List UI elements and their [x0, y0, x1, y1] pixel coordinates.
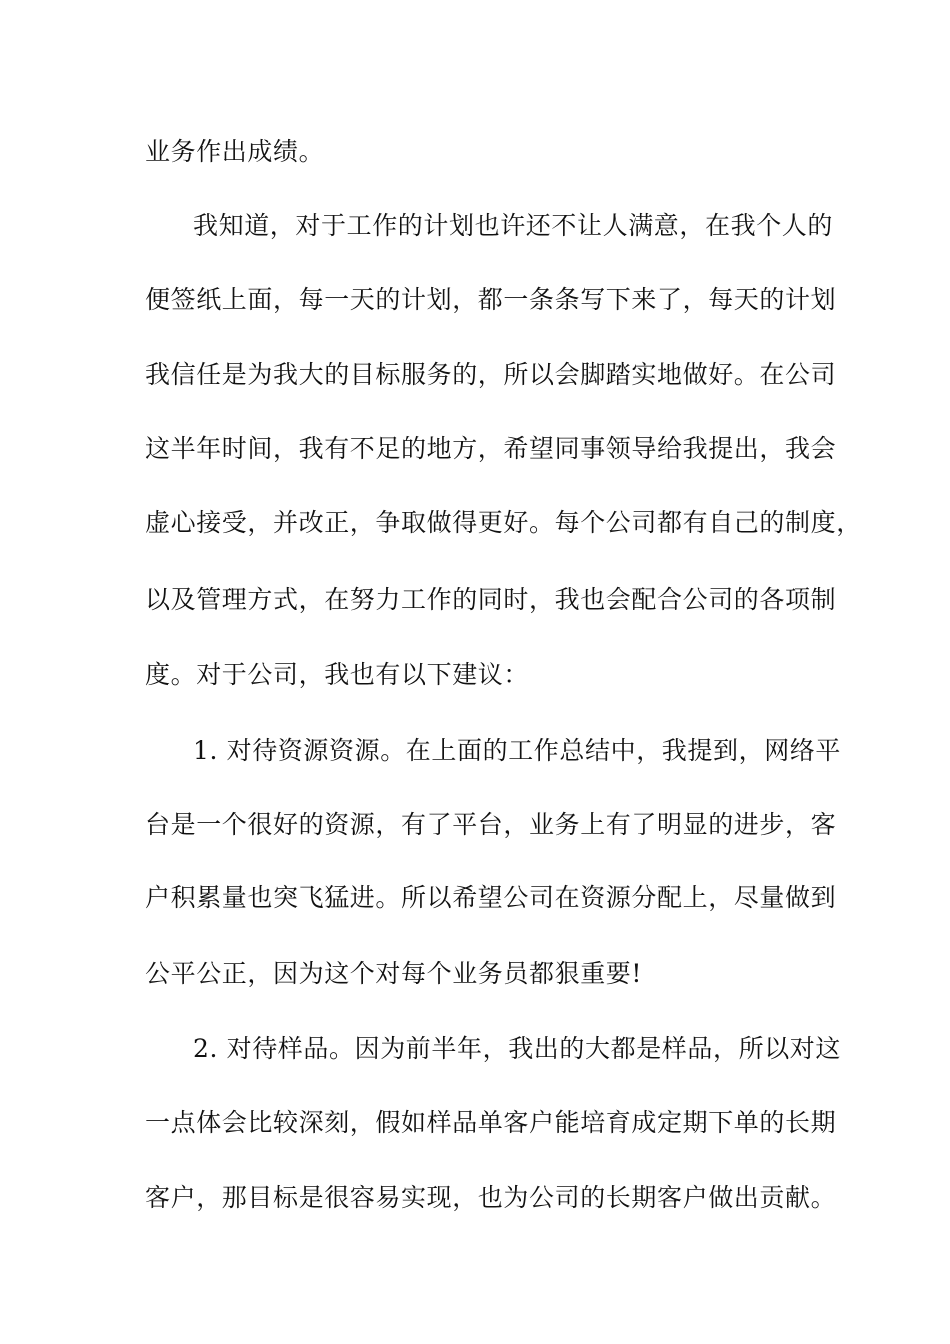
- text-line-9: 1. 对待资源资源。在上面的工作总结中，我提到，网络平: [193, 736, 842, 765]
- text-line-6: 虚心接受，并改正，争取做得更好。每个公司都有自己的制度，: [145, 508, 862, 537]
- text-line-13: 2. 对待样品。因为前半年，我出的大都是样品，所以对这: [193, 1034, 842, 1063]
- text-line-5: 这半年时间，我有不足的地方，希望同事领导给我提出，我会: [145, 434, 837, 463]
- text-line-7: 以及管理方式，在努力工作的同时，我也会配合公司的各项制: [145, 585, 837, 614]
- text-line-1: 业务作出成绩。: [145, 137, 325, 166]
- text-line-8: 度。对于公司，我也有以下建议：: [145, 660, 530, 689]
- text-line-14: 一点体会比较深刻，假如样品单客户能培育成定期下单的长期: [145, 1108, 837, 1137]
- text-line-11: 户积累量也突飞猛进。所以希望公司在资源分配上，尽量做到: [145, 883, 837, 912]
- text-line-10: 台是一个很好的资源，有了平台，业务上有了明显的进步，客: [145, 810, 837, 839]
- text-line-3: 便签纸上面，每一天的计划，都一条条写下来了，每天的计划: [145, 285, 837, 314]
- text-line-2: 我知道，对于工作的计划也许还不让人满意，在我个人的: [193, 211, 834, 240]
- text-line-15: 客户，那目标是很容易实现，也为公司的长期客户做出贡献。: [145, 1183, 837, 1212]
- text-line-12: 公平公正，因为这个对每个业务员都狠重要!: [145, 959, 643, 988]
- text-line-4: 我信任是为我大的目标服务的，所以会脚踏实地做好。在公司: [145, 360, 837, 389]
